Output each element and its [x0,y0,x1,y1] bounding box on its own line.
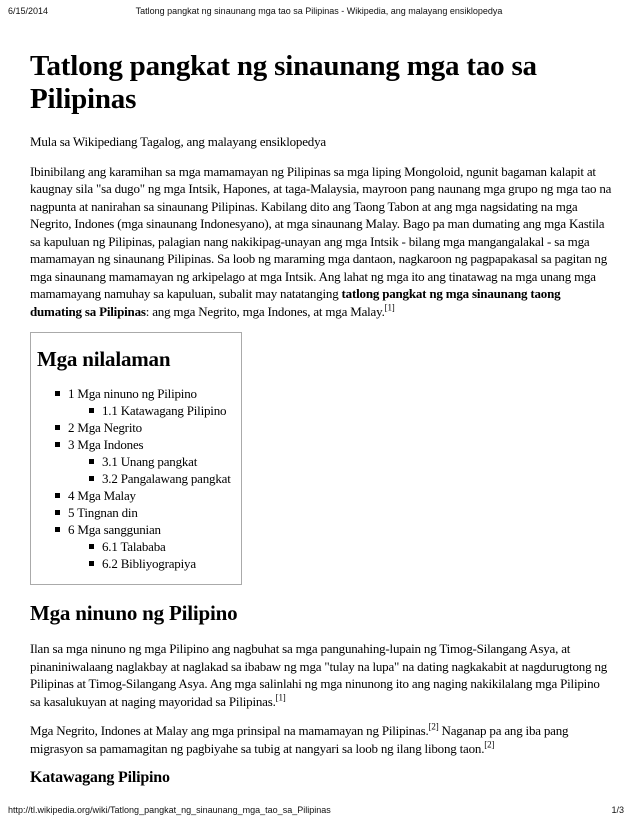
bullet-icon [89,408,94,413]
toc-item-label[interactable]: 3 Mga Indones [68,436,144,452]
toc-item[interactable] [37,385,241,402]
article-content [30,50,612,787]
subsection-heading: Katawagang Pilipino [30,769,170,786]
bullet-icon [89,561,94,566]
print-page-title: Tatlong pangkat ng sinaunang mga tao sa Pilipinas - Wikipedia, ang malayang ensiklopedya [135,6,503,16]
toc-item[interactable] [37,436,241,453]
toc-item[interactable] [37,538,241,555]
toc-item[interactable] [37,555,241,572]
intro-text-end: : ang mga Negrito, mga Indones, at mga Malay. [145,303,385,319]
section-paragraph-text: Ilan sa mga ninuno ng mga Pilipino ang nagbuhat sa mga pangunahing-lupain ng Timog-Silangang Asya, at pinaniniwalaang naglakbay at naglakad sa ibabaw ng mga "tulay na lupa" na dating nagkakabit at nagdurugtong ng Pilipinas at Timog-Silangang Asya. Ang mga salinlahi ng mga ninunong ito ang naging nakikilalang mga Pilipino sa kasalukuyan at naging mayoridad sa Pilipinas. [30,641,608,709]
toc-item[interactable] [37,487,241,504]
reference-link[interactable]: [2] [484,739,495,750]
bullet-icon [89,476,94,481]
toc-item-label[interactable]: 3.2 Pangalawang pangkat [102,470,231,486]
bullet-icon [89,459,94,464]
section-paragraph [30,640,612,710]
toc-item-label[interactable]: 6.1 Talababa [102,538,166,554]
intro-paragraph [30,163,612,321]
reference-link[interactable]: [1] [275,692,286,703]
table-of-contents [30,332,242,585]
bullet-icon [55,391,60,396]
section-paragraph-text: Naganap pa ang iba pang migrasyon sa pamamagitan ng pagbiyahe sa tubig at nangyari sa loob ng ilang libong taon. [30,723,569,756]
print-header [0,4,638,18]
reference-link[interactable]: [1] [384,302,395,313]
toc-item-label[interactable]: 1 Mga ninuno ng Pilipino [68,385,197,401]
toc-item[interactable] [37,470,241,487]
intro-text: Ibinibilang ang karamihan sa mga mamamayan ng Pilipinas sa mga liping Mongoloid, ngunit bagaman kalapit at kaugnay sila "sa dugo" ng mga Intsik, Hapones, at taga-Malaysia, mayroon pang naunang mga grupo ng mga tao na nagpunta at nanirahan sa sinaunang Pilipinas. Kabilang dito ang Taong Tabon at ang mga nagsidating na mga Negrito, Indones (mga sinaunang Indonesyano), at mga sinaunang Malay. Bago pa man dumating ang mga Kastila sa kapuluan ng Pilipinas, palagian nang nakikipag-unayan ang mga Intsik - bilang mga mangangalakal - sa mga mamamayan ng sinaunang Pilipinas. Sa loob ng maraming mga dantaon, nagkaroon ng pagpapakasal sa pagitan ng mga sinaunang mamamayan ng arkipelago at mga Intsik. Ang lahat ng mga ito ang tinatawag na mga unang mga mamamayang namuhay sa kapuluan, subalit may natatanging [30,163,612,301]
print-url: http://tl.wikipedia.org/wiki/Tatlong_pangkat_ng_sinaunang_mga_tao_sa_Pilipinas [8,805,331,815]
toc-item-label[interactable]: 2 Mga Negrito [68,419,142,435]
toc-item-label[interactable]: 5 Tingnan din [68,504,138,520]
toc-item[interactable] [37,402,241,419]
toc-item[interactable] [37,521,241,538]
toc-title: Mga nilalaman [37,347,171,371]
bullet-icon [55,442,60,447]
reference-link[interactable]: [2] [428,721,439,732]
section-heading: Mga ninuno ng Pilipino [30,600,238,625]
bullet-icon [55,527,60,532]
section-paragraph-text: Mga Negrito, Indones at Malay ang mga prinsipal na mamamayan ng Pilipinas. [30,723,429,738]
toc-item[interactable] [37,453,241,470]
article-tagline: Mula sa Wikipediang Tagalog, ang malayang ensiklopedya [30,134,326,149]
toc-item-label[interactable]: 3.1 Unang pangkat [102,453,198,469]
article-title: Tatlong pangkat ng sinaunang mga tao sa Pilipinas [30,50,537,115]
toc-item[interactable] [37,419,241,436]
toc-list [37,385,241,572]
toc-item-label[interactable]: 1.1 Katawagang Pilipino [102,402,227,418]
page-number: 1/3 [611,805,624,815]
print-date: 6/15/2014 [8,6,49,16]
bullet-icon [55,493,60,498]
intro-bold-text: tatlong pangkat ng mga sinaunang taong dumating sa Pilipinas [30,286,561,319]
section-paragraph [30,722,612,757]
toc-item-label[interactable]: 4 Mga Malay [68,487,136,503]
toc-item[interactable] [37,504,241,521]
toc-item-label[interactable]: 6 Mga sanggunian [68,521,161,537]
bullet-icon [89,544,94,549]
bullet-icon [55,510,60,515]
print-footer [0,805,638,819]
bullet-icon [55,425,60,430]
toc-item-label[interactable]: 6.2 Bibliyograpiya [102,555,196,571]
